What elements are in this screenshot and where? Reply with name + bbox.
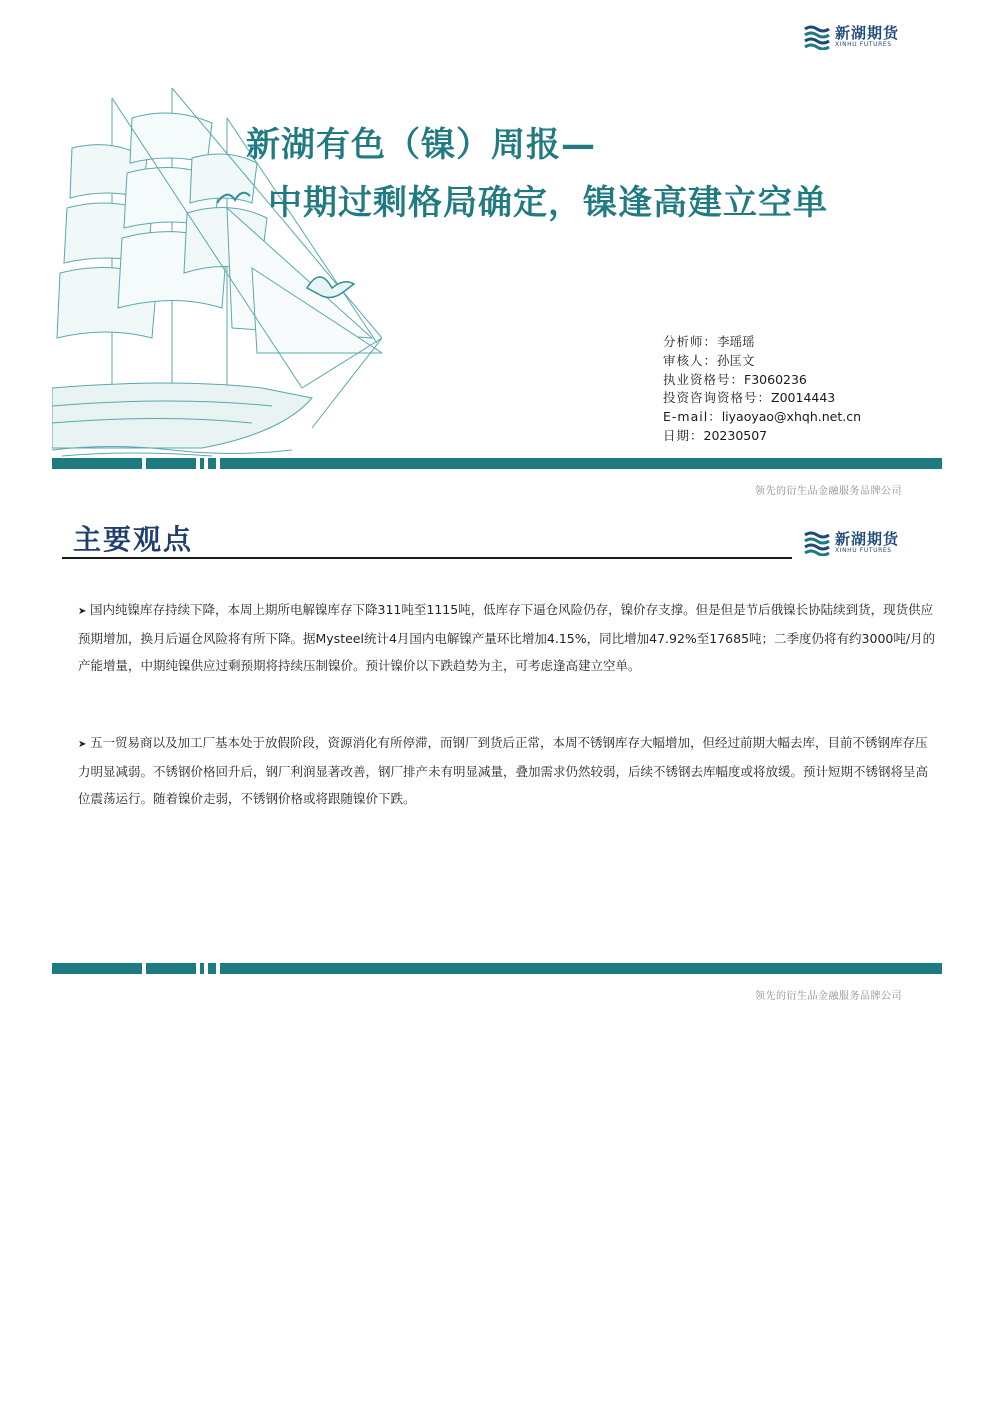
logo-chinese-name: 新湖期货: [835, 24, 900, 42]
analyst-info-line: 日期：20230507: [663, 427, 768, 443]
section-title: 主要观点: [73, 523, 194, 556]
divider-band-top: [52, 458, 942, 469]
logo-chinese-name: 新湖期货: [835, 530, 900, 548]
xinhu-logo-icon: [803, 530, 831, 556]
header-logo: [803, 24, 899, 50]
key-point-paragraph-1: ➤ 国内纯镍库存持续下降，本周上期所电解镍库存下降311吨至1115吨，低库存下逼仓风险仍存，镍价存支撑。但是但是节后俄镍长协陆续到货，现货供应预期增加，换月后逼仓风险将有所下降。据Mysteel统计4月国内电解镍产量环比增加4.15%，同比增加47.92%至17685吨；二季度仍将有约3000吨/月的产能增量，中期纯镍供应过剩预期将持续压制镍价。预计镍价以下跌趋势为主，可考虑逢高建立空单。: [78, 596, 938, 680]
slogan: 领先的衍生品金融服务品牌公司: [755, 486, 902, 497]
analyst-info-line: 投资咨询资格号：Z0014443: [663, 390, 836, 406]
analyst-info: [663, 333, 861, 446]
section-logo: [803, 530, 899, 556]
logo-english-name: XINHU FUTURES: [835, 547, 892, 554]
section-rule: [62, 557, 792, 559]
arrow-bullet-icon: ➤: [78, 606, 87, 617]
analyst-info-line: 分析师：李瑶瑶: [663, 334, 755, 349]
email-link[interactable]: liyaoyao@xhqh.net.cn: [721, 409, 861, 425]
analyst-info-line: 审核人：孙匡文: [663, 352, 755, 368]
analyst-info-line: 执业资格号：F3060236: [663, 371, 807, 387]
xinhu-logo-icon: [803, 24, 831, 50]
divider-band-bottom: [52, 963, 942, 974]
report-title-line1: 新湖有色（镍）周报—: [246, 125, 596, 165]
key-point-paragraph-2: ➤ 五一贸易商以及加工厂基本处于放假阶段，资源消化有所停滞，而钢厂到货后正常，本周不锈钢库存大幅增加，但经过前期大幅去库，目前不锈钢库存压力明显减弱。不锈钢价格回升后，钢厂利润显著改善，钢厂排产未有明显减量，叠加需求仍然较弱，后续不锈钢去库幅度或将放缓。预计短期不锈钢将呈高位震荡运行。随着镍价走弱，不锈钢价格或将跟随镍价下跌。: [78, 729, 938, 813]
arrow-bullet-icon: ➤: [78, 739, 87, 750]
logo-english-name: XINHU FUTURES: [835, 41, 892, 48]
slogan-bottom: 领先的衍生品金融服务品牌公司: [755, 991, 902, 1002]
report-title-line2: 中期过剩格局确定，镍逢高建立空单: [268, 183, 828, 223]
analyst-info-line: E-mail：liyaoyao@xhqh.net.cn: [663, 409, 861, 425]
